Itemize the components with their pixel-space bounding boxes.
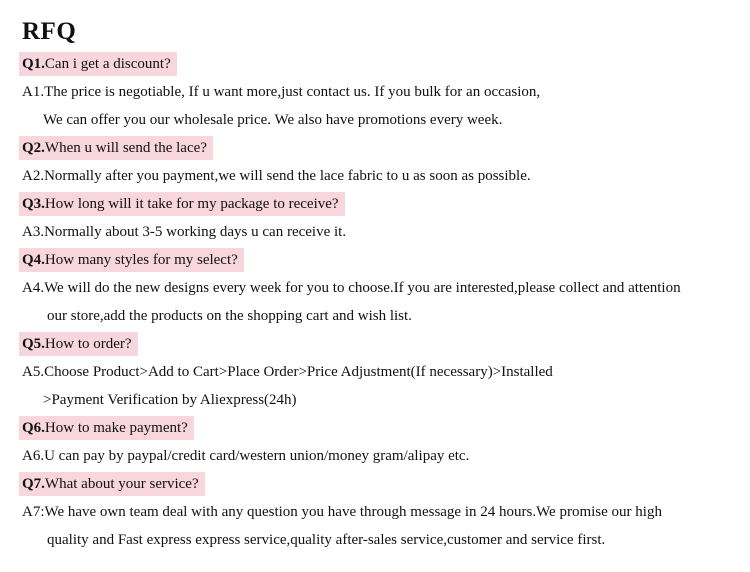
answer-1-line-2: We can offer you our wholesale price. We also have promotions every week. [43,112,503,128]
answer-1-line-1: A1.The price is negotiable, If u want more,just contact us. If you bulk for an occasion, [22,84,541,100]
answer-4-line-2: our store,add the products on the shopping cart and wish list. [47,308,412,324]
answer-2-line-1: A2.Normally after you payment,we will send the lace fabric to u as soon as possible. [22,168,531,184]
question-text: How to make payment? [44,420,188,436]
answer-6-line-1: A6.U can pay by paypal/credit card/western union/money gram/alipay etc. [22,448,470,464]
question-5 [19,332,138,356]
answer-4-line-1: A4.We will do the new designs every week for you to choose.If you are interested,please collect and attention [22,280,681,296]
question-7 [19,472,205,496]
question-6 [19,416,194,440]
answer-3-line-1: A3.Normally about 3-5 working days u can receive it. [22,224,347,240]
question-text: How to order? [44,336,132,352]
question-1 [19,52,177,76]
question-2 [19,136,213,160]
question-text: When u will send the lace? [44,140,207,156]
question-number: Q7. [22,476,45,492]
question-number: Q3. [22,196,45,212]
question-3 [19,192,345,216]
question-number: Q1. [22,56,45,72]
question-text: How many styles for my select? [44,252,238,268]
question-number: Q2. [22,140,45,156]
answer-7-line-2: quality and Fast express express service,quality after-sales service,customer and service first. [47,532,606,548]
answer-7-line-1: A7:We have own team deal with any question you have through message in 24 hours.We promise our high [22,504,662,520]
question-4 [19,248,244,272]
question-text: How long will it take for my package to receive? [44,196,339,212]
question-number: Q5. [22,336,45,352]
question-text: What about your service? [44,476,199,492]
question-number: Q4. [22,252,45,268]
answer-5-line-1: A5.Choose Product>Add to Cart>Place Order>Price Adjustment(If necessary)>Installed [22,364,553,380]
question-number: Q6. [22,420,45,436]
answer-5-line-2: >Payment Verification by Aliexpress(24h) [43,392,297,408]
page-title: RFQ [22,18,77,45]
question-text: Can i get a discount? [44,56,171,72]
